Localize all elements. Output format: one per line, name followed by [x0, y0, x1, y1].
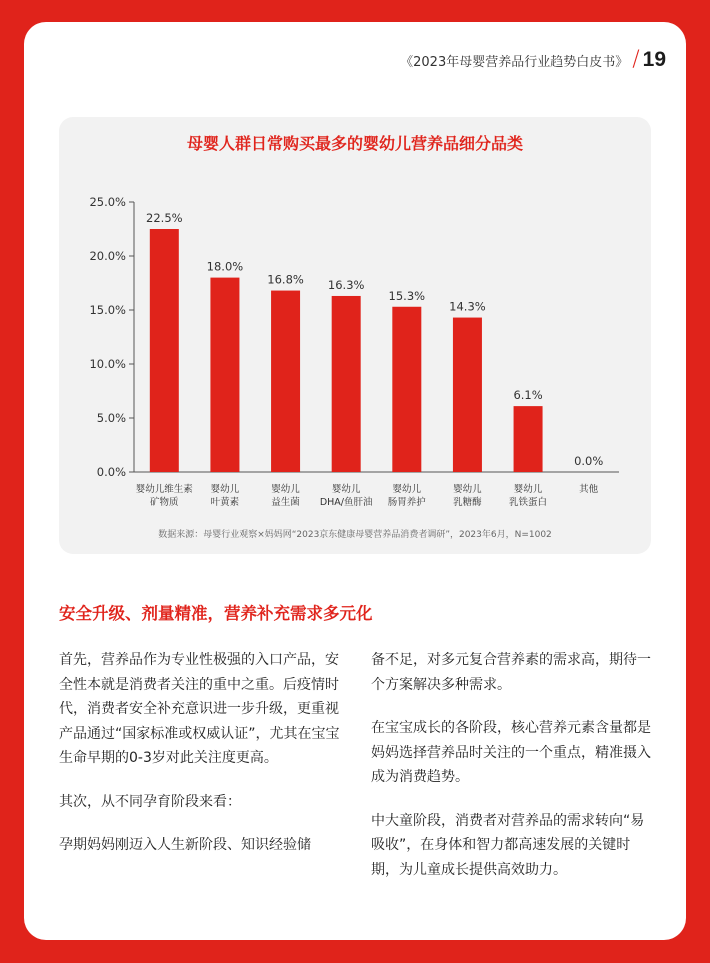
paragraph: 其次，从不同孕育阶段来看：: [59, 793, 241, 810]
left-column: [59, 648, 343, 877]
data-label: 18.0%: [206, 259, 244, 274]
x-tick-label: 乳糖酶: [453, 497, 482, 508]
paragraph: 备不足，对多元复合营养素的需求高，期待一个方案解决多种需求。: [371, 652, 651, 693]
bar: [271, 291, 300, 472]
bar: [453, 318, 482, 472]
bar-chart: [59, 117, 651, 554]
data-label: 16.8%: [267, 272, 304, 287]
x-tick-label: 婴幼儿: [331, 484, 361, 495]
bar: [514, 406, 543, 472]
bar: [210, 278, 239, 472]
paragraph: 在宝宝成长的各阶段，核心营养元素含量都是妈妈选择营养品时关注的一个重点，精准摄入成为消费趋势。: [371, 720, 651, 785]
x-tick-label: 其他: [579, 484, 599, 495]
x-tick-label: 婴幼儿: [453, 484, 482, 495]
y-tick-label: 25.0%: [89, 195, 126, 209]
data-label: 16.3%: [327, 277, 365, 292]
x-tick-label: 婴幼儿: [210, 484, 240, 495]
x-tick-label: 婴幼儿维生素: [135, 484, 193, 495]
chart-card: [59, 117, 651, 554]
x-tick-label: 乳铁蛋白: [509, 497, 548, 508]
paragraph: 孕期妈妈刚迈入人生新阶段、知识经验储: [59, 837, 311, 853]
section-title: 安全升级、剂量精准，营养补充需求多元化: [59, 604, 373, 623]
y-tick-label: 0.0%: [96, 465, 126, 479]
y-tick-label: 15.0%: [89, 303, 126, 317]
x-tick-label: 婴幼儿: [392, 484, 422, 495]
x-tick-label: DHA/鱼肝油: [319, 497, 373, 508]
x-tick-label: 婴幼儿: [513, 484, 543, 495]
paragraph: 首先，营养品作为专业性极强的入口产品，安全性本就是消费者关注的重中之重。后疫情时代，消费者安全补充意识进一步升级，更重视产品通过“国家标准或权威认证”，尤其在宝宝生命早期的0-3岁对此关注度更高。: [59, 652, 340, 766]
y-tick-label: 10.0%: [89, 357, 126, 371]
x-tick-label: 婴幼儿: [271, 484, 300, 495]
data-label: 6.1%: [513, 388, 543, 403]
chart-source: 数据来源：母婴行业观察×妈妈网“2023京东健康母婴营养品消费者调研”，2023年6月，N=1002: [158, 530, 552, 540]
page: [24, 22, 686, 940]
bar: [392, 307, 421, 472]
data-label: 14.3%: [449, 299, 486, 314]
x-tick-label: 矿物质: [150, 497, 179, 508]
chart-title: 母婴人群日常购买最多的婴幼儿营养品细分品类: [186, 134, 523, 153]
y-tick-label: 20.0%: [89, 249, 126, 263]
x-tick-label: 益生菌: [271, 497, 300, 508]
bar: [332, 296, 361, 472]
page-number: 19: [642, 48, 666, 71]
report-title: 《2023年母婴营养品行业趋势白皮书》: [400, 55, 629, 70]
bar: [150, 229, 179, 472]
data-label: 22.5%: [146, 211, 183, 225]
x-tick-label: 叶黄素: [210, 497, 240, 508]
data-label: 0.0%: [574, 454, 604, 468]
slash-divider: /: [632, 47, 640, 72]
header: [400, 47, 666, 72]
paragraph: 中大童阶段，消费者对营养品的需求转向“易吸收”，在身体和智力都高速发展的关键时期，为儿童成长提供高效助力。: [371, 812, 645, 878]
right-column: [371, 648, 655, 901]
data-label: 15.3%: [388, 288, 426, 303]
x-tick-label: 肠胃养护: [387, 497, 426, 508]
y-tick-label: 5.0%: [96, 411, 126, 425]
